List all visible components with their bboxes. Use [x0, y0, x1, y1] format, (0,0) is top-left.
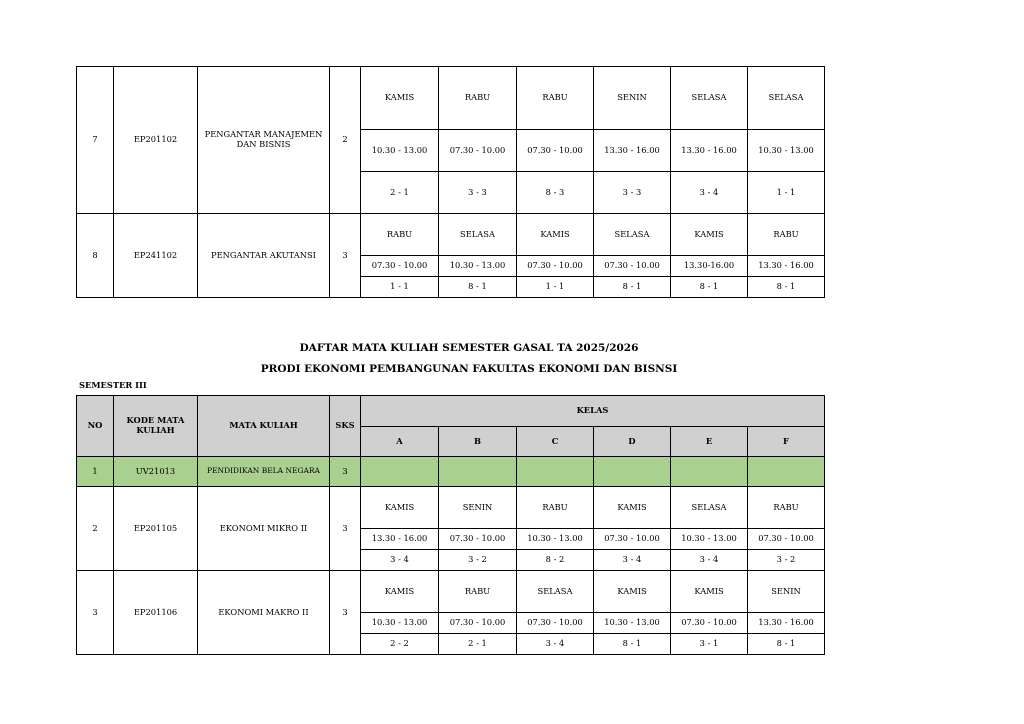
room-cell: 1 - 1	[517, 277, 594, 298]
room-cell: 3 - 2	[748, 550, 825, 571]
day-cell: KAMIS	[361, 67, 439, 130]
time-cell: 13.30 - 16.00	[748, 256, 825, 277]
empty-cell	[748, 457, 825, 487]
room-cell: 2 - 1	[439, 634, 517, 655]
time-cell: 07.30 - 10.00	[671, 613, 748, 634]
row-no: 7	[77, 67, 114, 214]
header-kode: KODE MATA KULIAH	[114, 396, 198, 457]
course-code: EP201105	[114, 487, 198, 571]
course-name: EKONOMI MIKRO II	[198, 487, 330, 571]
day-cell: SELASA	[671, 487, 748, 529]
day-cell: SELASA	[671, 67, 748, 130]
empty-cell	[361, 457, 439, 487]
time-cell: 07.30 - 10.00	[517, 613, 594, 634]
room-cell: 8 - 1	[748, 634, 825, 655]
room-cell: 3 - 3	[439, 172, 517, 214]
room-cell: 8 - 2	[517, 550, 594, 571]
header-sks: SKS	[330, 396, 361, 457]
course-name: EKONOMI MAKRO II	[198, 571, 330, 655]
time-cell: 13.30 - 16.00	[748, 613, 825, 634]
class-header: E	[671, 427, 748, 457]
day-cell: KAMIS	[594, 487, 671, 529]
room-cell: 8 - 1	[671, 277, 748, 298]
day-cell: SELASA	[517, 571, 594, 613]
empty-cell	[594, 457, 671, 487]
class-header: A	[361, 427, 439, 457]
course-sks: 2	[330, 67, 361, 214]
day-cell: KAMIS	[671, 214, 748, 256]
day-cell: KAMIS	[361, 571, 439, 613]
day-cell: RABU	[439, 67, 517, 130]
course-code: UV21013	[114, 457, 198, 487]
course-code: EP201106	[114, 571, 198, 655]
day-cell: KAMIS	[671, 571, 748, 613]
course-row-8	[77, 214, 825, 256]
empty-cell	[671, 457, 748, 487]
time-cell: 10.30 - 13.00	[671, 529, 748, 550]
day-cell: SENIN	[439, 487, 517, 529]
document-subtitle: PRODI EKONOMI PEMBANGUNAN FAKULTAS EKONOMI DAN BISNSI	[260, 363, 678, 375]
time-cell: 10.30 - 13.00	[594, 613, 671, 634]
day-cell: SENIN	[594, 67, 671, 130]
class-header: F	[748, 427, 825, 457]
time-cell: 07.30 - 10.00	[439, 130, 517, 172]
header-kelas: KELAS	[361, 396, 825, 427]
day-cell: SELASA	[594, 214, 671, 256]
time-cell: 07.30 - 10.00	[361, 256, 439, 277]
day-cell: RABU	[517, 487, 594, 529]
row-no: 3	[77, 571, 114, 655]
day-cell: RABU	[748, 487, 825, 529]
time-cell: 07.30 - 10.00	[517, 256, 594, 277]
course-sks: 3	[330, 457, 361, 487]
time-cell: 10.30 - 13.00	[517, 529, 594, 550]
room-cell: 3 - 4	[594, 550, 671, 571]
day-cell: RABU	[361, 214, 439, 256]
header-no: NO	[77, 396, 114, 457]
room-cell: 8 - 3	[517, 172, 594, 214]
day-cell: RABU	[748, 214, 825, 256]
class-header: C	[517, 427, 594, 457]
course-name: PENDIDIKAN BELA NEGARA	[198, 457, 330, 487]
semester-label: SEMESTER III	[79, 380, 147, 390]
row-no: 2	[77, 487, 114, 571]
time-cell: 13.30 - 16.00	[671, 130, 748, 172]
header-mata-kuliah: MATA KULIAH	[198, 396, 330, 457]
course-sks: 3	[330, 214, 361, 298]
day-cell: RABU	[517, 67, 594, 130]
room-cell: 3 - 3	[594, 172, 671, 214]
room-cell: 2 - 1	[361, 172, 439, 214]
time-cell: 07.30 - 10.00	[594, 529, 671, 550]
day-cell: SELASA	[439, 214, 517, 256]
day-cell: SELASA	[748, 67, 825, 130]
time-cell: 13.30 - 16.00	[594, 130, 671, 172]
time-cell: 07.30 - 10.00	[439, 529, 517, 550]
time-cell: 10.30 - 13.00	[748, 130, 825, 172]
time-cell: 07.30 - 10.00	[594, 256, 671, 277]
day-cell: RABU	[439, 571, 517, 613]
course-row-1	[77, 457, 825, 487]
course-sks: 3	[330, 571, 361, 655]
time-cell: 13.30 - 16.00	[361, 529, 439, 550]
course-code: EP241102	[114, 214, 198, 298]
document-title: DAFTAR MATA KULIAH SEMESTER GASAL TA 2025/2026	[299, 342, 639, 354]
room-cell: 3 - 4	[671, 550, 748, 571]
time-cell: 13.30-16.00	[671, 256, 748, 277]
course-row-3	[77, 571, 825, 613]
day-cell: KAMIS	[361, 487, 439, 529]
room-cell: 3 - 2	[439, 550, 517, 571]
empty-cell	[439, 457, 517, 487]
class-header: B	[439, 427, 517, 457]
time-cell: 07.30 - 10.00	[517, 130, 594, 172]
course-name: PENGANTAR AKUTANSI	[198, 214, 330, 298]
room-cell: 8 - 1	[748, 277, 825, 298]
room-cell: 8 - 1	[594, 634, 671, 655]
day-cell: KAMIS	[517, 214, 594, 256]
time-cell: 10.30 - 13.00	[439, 256, 517, 277]
row-no: 8	[77, 214, 114, 298]
room-cell: 3 - 4	[517, 634, 594, 655]
course-row-7	[77, 67, 825, 130]
day-cell: KAMIS	[594, 571, 671, 613]
course-code: EP201102	[114, 67, 198, 214]
header-row	[77, 396, 825, 427]
room-cell: 1 - 1	[361, 277, 439, 298]
time-cell: 07.30 - 10.00	[439, 613, 517, 634]
empty-cell	[517, 457, 594, 487]
room-cell: 1 - 1	[748, 172, 825, 214]
room-cell: 8 - 1	[594, 277, 671, 298]
time-cell: 10.30 - 13.00	[361, 130, 439, 172]
course-row-2	[77, 487, 825, 529]
course-name: PENGANTAR MANAJEMEN DAN BISNIS	[198, 67, 330, 214]
room-cell: 3 - 4	[671, 172, 748, 214]
room-cell: 8 - 1	[439, 277, 517, 298]
course-sks: 3	[330, 487, 361, 571]
class-header: D	[594, 427, 671, 457]
room-cell: 3 - 4	[361, 550, 439, 571]
schedule-table-top	[76, 66, 825, 298]
row-no: 1	[77, 457, 114, 487]
time-cell: 10.30 - 13.00	[361, 613, 439, 634]
schedule-table-semester-3	[76, 395, 825, 655]
room-cell: 2 - 2	[361, 634, 439, 655]
day-cell: SENIN	[748, 571, 825, 613]
room-cell: 3 - 1	[671, 634, 748, 655]
time-cell: 07.30 - 10.00	[748, 529, 825, 550]
